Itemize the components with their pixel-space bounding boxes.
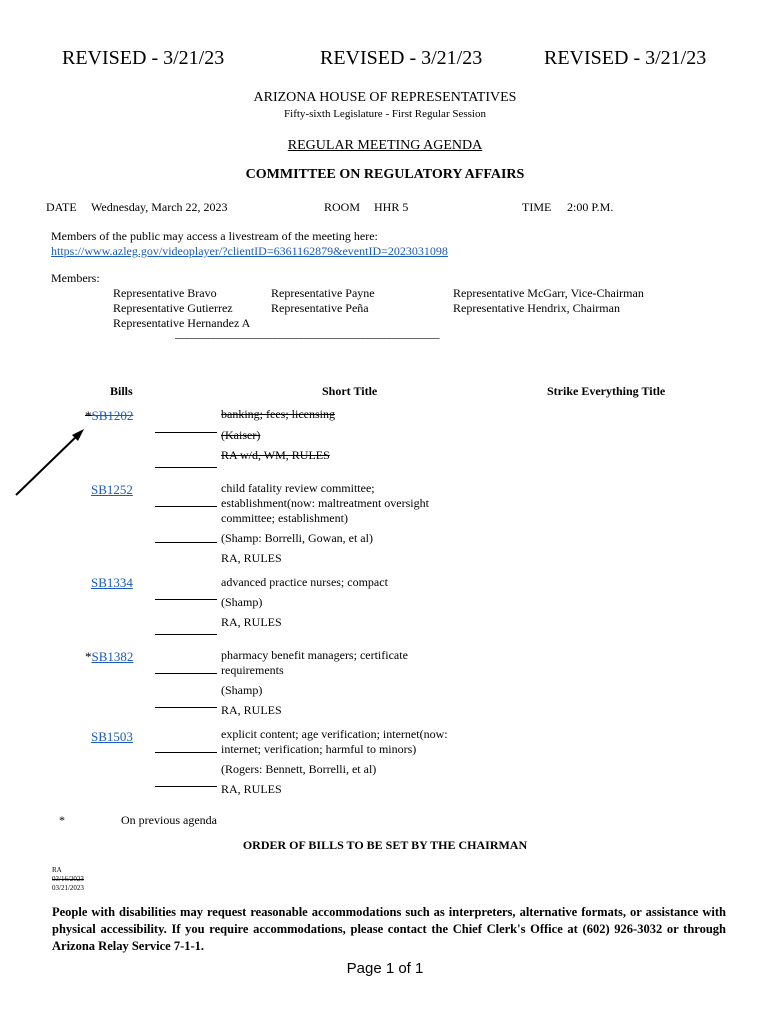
blank-line [155,467,217,468]
bill-sponsor: (Rogers: Bennett, Borrelli, et al) [221,762,377,776]
table-row [85,649,133,665]
blank-line [155,786,217,787]
blank-line [155,752,217,753]
blank-line [155,542,217,543]
blank-line [155,506,217,507]
page-indicator: Page 1 of 1 [346,960,424,977]
session-line: Fifty-sixth Legislature - First Regular Session [284,108,486,120]
revised-stamp-right: REVISED - 3/21/23 [544,47,707,69]
bills-column-header: Bills [110,384,133,398]
blank-line [155,634,217,635]
table-row [91,575,133,591]
member-mcgarr: Representative McGarr, Vice-Chairman [453,286,644,300]
bill-link-sb1252[interactable]: SB1252 [91,482,133,497]
bill-title-line: explicit content; age verification; internet(now: [221,727,448,741]
livestream-link[interactable]: https://www.azleg.gov/videoplayer/?clientID=6361162879&eventID=2023031098 [51,244,448,258]
bill-link-sb1382[interactable]: SB1382 [91,649,134,664]
bill-link-sb1503[interactable]: SB1503 [91,729,133,744]
member-bravo: Representative Bravo [113,286,217,300]
bill-title-line: child fatality review committee; [221,481,375,495]
bill-title-line: pharmacy benefit managers; certificate [221,648,408,662]
time-label: TIME [522,200,552,214]
member-hendrix: Representative Hendrix, Chairman [453,301,620,315]
table-row [91,729,133,745]
arrow-annotation-icon [10,425,90,500]
ra-date-struck: 03/16/2023 [52,875,84,883]
bill-sponsor: (Shamp) [221,595,263,609]
blank-line [155,673,217,674]
strike-everything-column-header: Strike Everything Title [547,384,666,398]
accessibility-notice: People with disabilities may request reasonable accommodations such as interpreters, alternative formats, or assistance with physical accessibility. If you require accommodations, please contact the Chief Clerk's Office at (602) 926-3032 or through Arizona Relay Service 7-1-1. [52,905,726,953]
blank-line [155,707,217,708]
room-value: HHR 5 [374,200,409,214]
order-note: ORDER OF BILLS TO BE SET BY THE CHAIRMAN [242,838,528,852]
bill-committees: RA w/d, WM, RULES [221,448,330,462]
bill-link-sb1202[interactable]: SB1202 [91,408,134,423]
table-row [85,408,133,424]
room-label: ROOM [324,200,361,214]
footnote-mark: * [59,813,65,827]
ra-date-current: 03/21/2023 [52,884,84,892]
footnote-text: On previous agenda [121,813,217,827]
bill-sponsor: (Shamp) [221,683,263,697]
revised-stamp-center: REVISED - 3/21/23 [320,47,483,69]
short-title-column-header: Short Title [322,384,378,398]
ra-code: RA [52,866,62,874]
date-label: DATE [46,200,77,214]
bill-link-sb1334[interactable]: SB1334 [91,575,133,590]
member-gutierrez: Representative Gutierrez [113,301,233,315]
bill-mark: * [85,408,92,423]
member-pena: Representative Peña [271,301,369,315]
time-value: 2:00 P.M. [567,200,614,214]
agenda-title: REGULAR MEETING AGENDA [287,138,483,153]
bill-title-line: establishment(now: maltreatment oversight [221,496,429,510]
blank-line [155,599,217,600]
revised-stamp-left: REVISED - 3/21/23 [62,47,225,69]
blank-line [155,432,217,433]
member-payne: Representative Payne [271,286,375,300]
bill-committees: RA, RULES [221,703,282,717]
bill-mark: * [85,649,92,664]
bill-title-line: banking; fees; licensing [221,407,335,421]
bill-title-line: committee; establishment) [221,511,348,525]
members-label: Members: [51,271,100,285]
bill-committees: RA, RULES [221,782,282,796]
members-separator: ________________________________________________ [175,326,439,340]
bill-committees: RA, RULES [221,615,282,629]
date-value: Wednesday, March 22, 2023 [91,200,228,214]
member-hernandez: Representative Hernandez A [113,316,251,330]
committee-name: COMMITTEE ON REGULATORY AFFAIRS [245,167,525,182]
bill-title-line: internet; verification; harmful to minors) [221,742,417,756]
bill-committees: RA, RULES [221,551,282,565]
table-row [91,482,133,498]
bill-title-line: advanced practice nurses; compact [221,575,388,589]
bill-title-line: requirements [221,663,284,677]
bill-sponsor: (Kaiser) [221,428,261,442]
legislative-body: ARIZONA HOUSE OF REPRESENTATIVES [253,90,517,105]
livestream-text: Members of the public may access a livestream of the meeting here: [51,229,378,243]
bill-sponsor: (Shamp: Borrelli, Gowan, et al) [221,531,373,545]
